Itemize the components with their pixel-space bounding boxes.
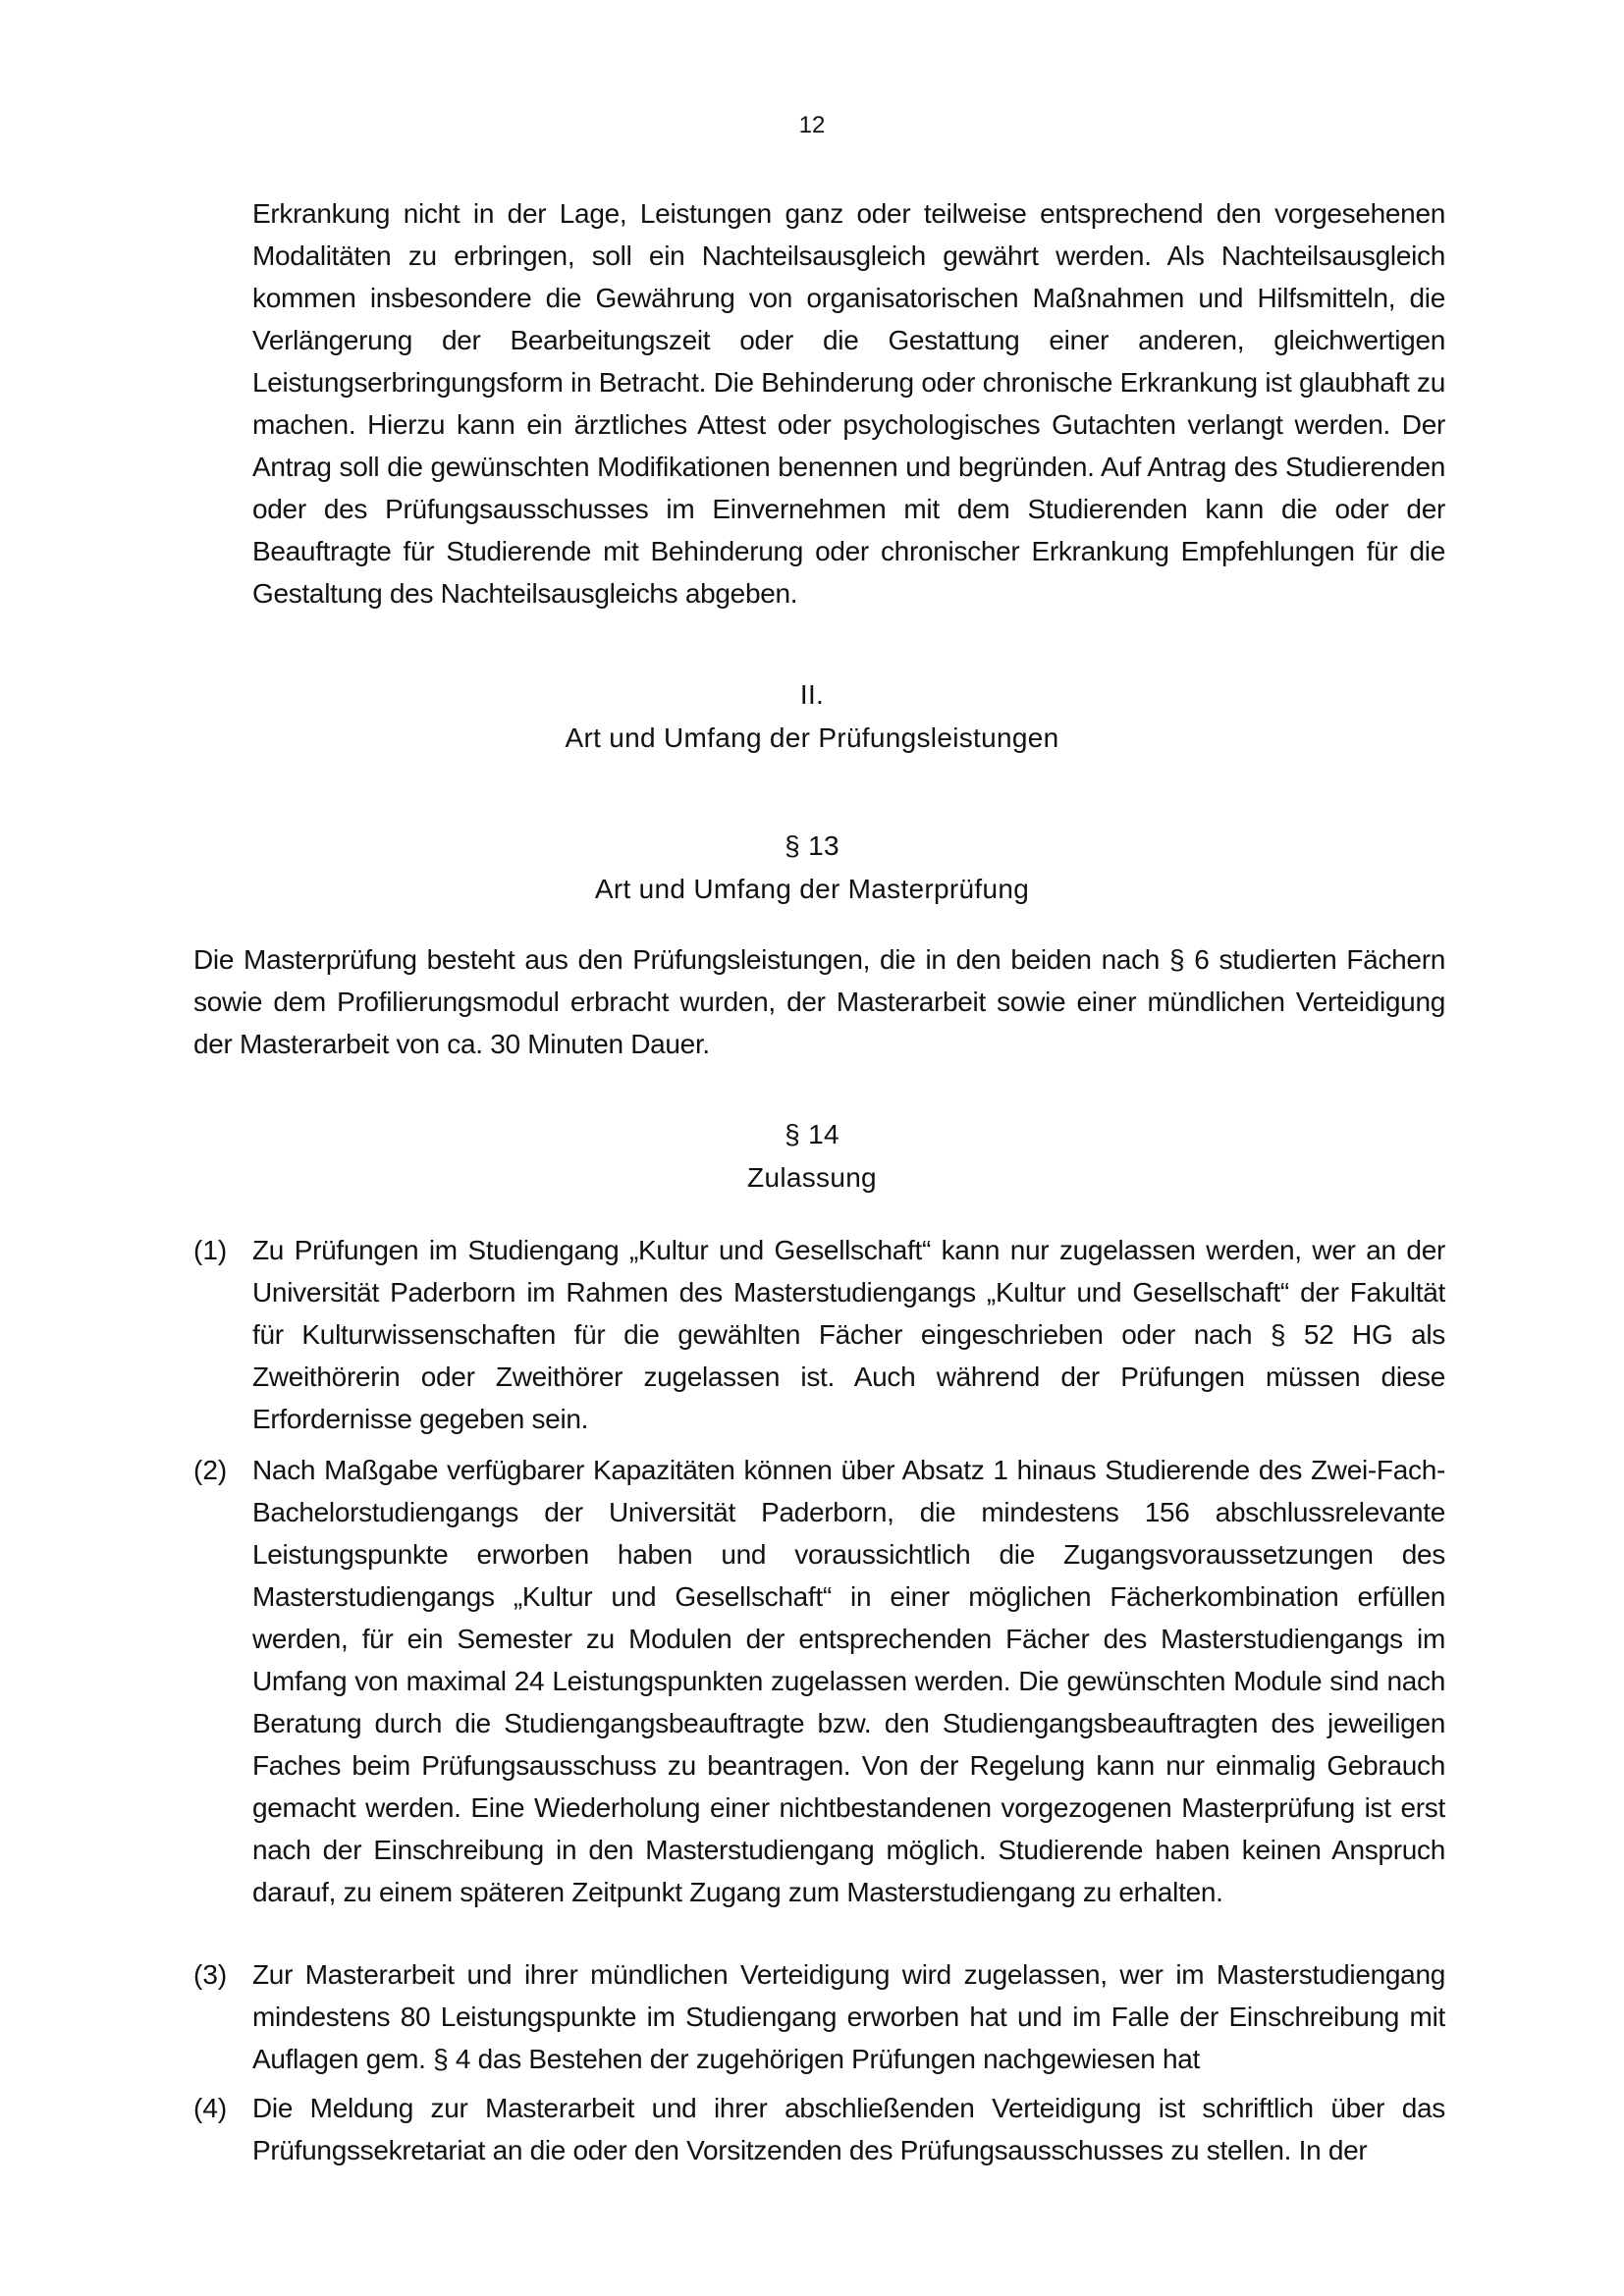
section-13-text: Die Masterprüfung besteht aus den Prüfungsleistungen, die in den beiden nach § 6 studierten Fächern sowie dem Profilierungsmodul erbracht wurden, der Masterarbeit sowie einer mündlichen Verteidigung der Masterarbeit von ca. 30 Minuten Dauer.	[193, 944, 1445, 1059]
section-13-title: Art und Umfang der Masterprüfung	[594, 874, 1030, 904]
list-item-text: Nach Maßgabe verfügbarer Kapazitäten können über Absatz 1 hinaus Studierende des Zwei-Fach-Bachelorstudiengangs der Universität Paderborn, die mindestens 156 abschlussrelevante Leistungspunkte erworben haben und voraussichtlich die Zugangsvoraussetzungen des Masterstudiengangs „Kultur und Gesellschaft“ in einer möglichen Fächerkombination erfüllen werden, für ein Semester zu Modulen der entsprechenden Fächer des Masterstudiengangs im Umfang von maximal 24 Leistungspunkten zugelassen werden. Die gewünschten Module sind nach Beratung durch die Studiengangsbeauftragte bzw. den Studiengangsbeauftragten des jeweiligen Faches beim Prüfungsausschuss zu beantragen. Von der Regelung kann nur einmalig Gebrauch gemacht werden. Eine Wiederholung einer nichtbestandenen vorgezogenen Masterprüfung ist erst nach der Einschreibung in den Masterstudiengang möglich. Studierende haben keinen Anspruch darauf, zu einem späteren Zeitpunkt Zugang zum Masterstudiengang zu erhalten.	[252, 1455, 1445, 1907]
list-item-text: Zur Masterarbeit und ihrer mündlichen Verteidigung wird zugelassen, wer im Masterstudiengang mindestens 80 Leistungspunkte im Studiengang erworben hat und im Falle der Einschreibung mit Auflagen gem. § 4 das Bestehen der zugehörigen Prüfungen nachgewiesen hat	[252, 1959, 1445, 2074]
part-title: Art und Umfang der Prüfungsleistungen	[565, 722, 1059, 753]
page-number: 12	[798, 112, 826, 138]
intro-paragraph: Erkrankung nicht in der Lage, Leistungen ganz oder teilweise entsprechend den vorgesehenen Modalitäten zu erbringen, soll ein Nachteilsausgleich gewährt werden. Als Nachteilsausgleich kommen insbesondere die Gewährung von organisatorischen Maßnahmen und Hilfsmitteln, die Verlängerung der Bearbeitungszeit oder die Gestattung einer anderen, gleichwertigen Leistungserbringungsform in Betracht. Die Behinderung oder chronische Erkrankung ist glaubhaft zu machen. Hierzu kann ein ärztliches Attest oder psychologisches Gutachten verlangt werden. Der Antrag soll die gewünschten Modifikationen benennen und begründen. Auf Antrag des Studierenden oder des Prüfungsausschusses im Einvernehmen mit dem Studierenden kann die oder der Beauftragte für Studierende mit Behinderung oder chronischer Erkrankung Empfehlungen für die Gestaltung des Nachteilsausgleichs abgeben.	[252, 198, 1445, 609]
list-item-number: (4)	[193, 2093, 228, 2123]
list-item-text: Zu Prüfungen im Studiengang „Kultur und Gesellschaft“ kann nur zugelassen werden, wer an der Universität Paderborn im Rahmen des Masterstudiengangs „Kultur und Gesellschaft“ der Fakultät für Kulturwissenschaften für die gewählten Fächer eingeschrieben oder nach § 52 HG als Zweithörerin oder Zweithörer zugelassen ist. Auch während der Prüfungen müssen diese Erfordernisse gegeben sein.	[252, 1235, 1445, 1434]
list-item-number: (1)	[193, 1235, 228, 1265]
section-14-title: Zulassung	[747, 1162, 877, 1193]
part-number: II.	[799, 679, 825, 710]
section-13-number: § 13	[785, 830, 839, 861]
list-item-number: (3)	[193, 1959, 228, 1990]
section-14-number: § 14	[785, 1119, 839, 1149]
list-item-text: Die Meldung zur Masterarbeit und ihrer abschließenden Verteidigung ist schriftlich über das Prüfungssekretariat an die oder den Vorsitzenden des Prüfungsausschusses zu stellen. In der	[252, 2093, 1445, 2165]
list-item-number: (2)	[193, 1455, 228, 1485]
